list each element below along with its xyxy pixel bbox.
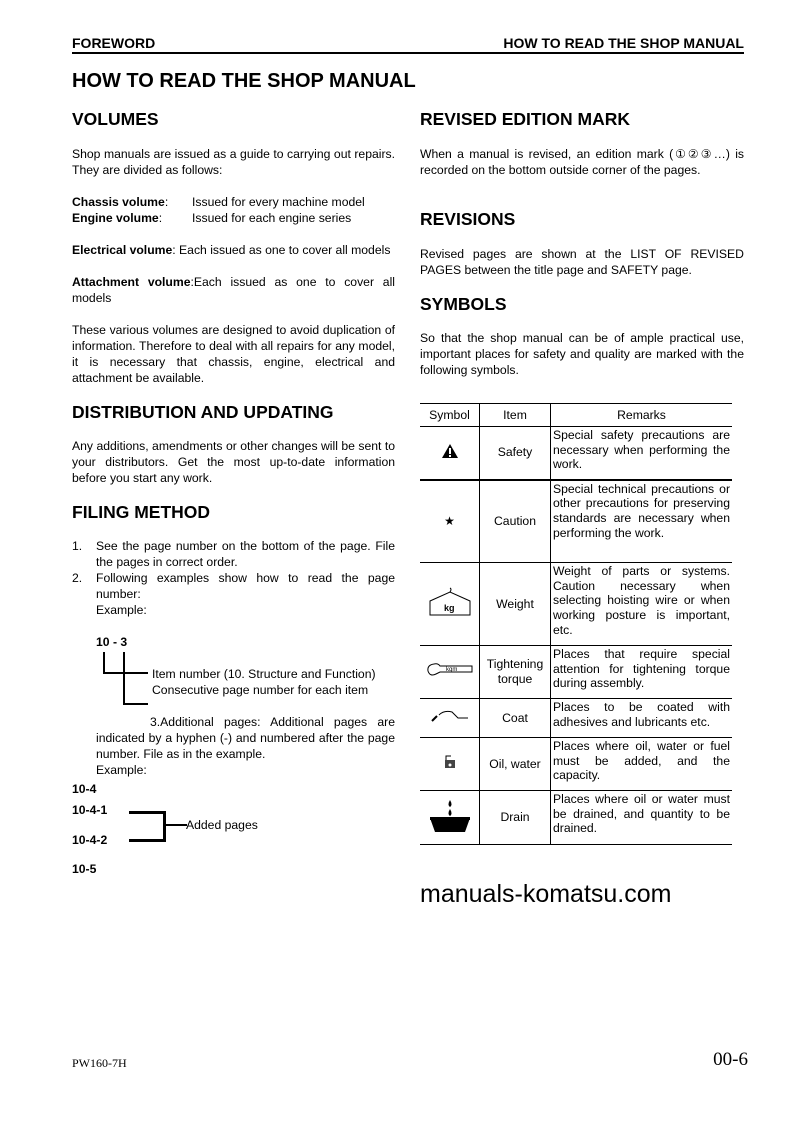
- star-icon: ★: [444, 513, 455, 528]
- volume-text: Each issued as one to cover all models: [72, 275, 395, 305]
- item-cell: Tightening torque: [480, 646, 551, 699]
- table-row: [420, 480, 732, 563]
- item-number-label: Item number (10. Structure and Function): [152, 667, 376, 681]
- sep: :: [158, 211, 163, 225]
- bracket-line: [163, 811, 166, 842]
- volumes-heading: VOLUMES: [72, 109, 159, 129]
- sep: :: [190, 275, 194, 289]
- revisions-text: Revised pages are shown at the LIST OF REVISED PAGES between the title page and SAFETY page.: [420, 247, 744, 277]
- example2-label: Example:: [96, 763, 147, 777]
- remarks-cell: Places where oil or water must be drained, and quantity to be drained.: [551, 791, 733, 845]
- sep: :: [164, 195, 169, 209]
- page-10-4-1: 10-4-1: [72, 803, 108, 817]
- item-cell: Coat: [480, 699, 551, 738]
- revised-text: When a manual is revised, an edition mark (①②③…) is recorded on the bottom outside corner of the pages.: [420, 147, 744, 177]
- revised-heading: REVISED EDITION MARK: [420, 109, 631, 129]
- bracket-line: [123, 652, 125, 705]
- table-row: [420, 699, 732, 738]
- table-row: [420, 563, 732, 646]
- bracket-line: [123, 703, 148, 705]
- step1-number: 1.: [72, 539, 83, 553]
- consecutive-label: Consecutive page number for each item: [152, 683, 369, 697]
- volume-label: Chassis volume: [72, 195, 165, 209]
- header-title: HOW TO READ THE SHOP MANUAL: [503, 35, 744, 51]
- table-row: [420, 791, 732, 845]
- item-cell: Drain: [480, 791, 551, 845]
- drain-icon: [427, 798, 473, 834]
- volume-chassis: [72, 194, 395, 210]
- bracket-line: [163, 824, 187, 826]
- item-cell: Weight: [480, 563, 551, 646]
- remarks-cell: Special technical precautions or other precautions for preserving standards are necessary when performing the work.: [551, 480, 733, 563]
- volumes-intro: Shop manuals are issued as a guide to carrying out repairs. They are divided as follows:: [72, 147, 395, 177]
- volume-text: Issued for every machine model: [192, 195, 365, 209]
- page-10-4-2: 10-4-2: [72, 833, 108, 847]
- col-item: Item: [480, 404, 551, 427]
- page-10-5: 10-5: [72, 862, 97, 876]
- table-row: [420, 427, 732, 480]
- table-header: [420, 404, 732, 427]
- page-title: HOW TO READ THE SHOP MANUAL: [72, 70, 416, 92]
- bracket-line: [129, 811, 165, 814]
- bracket-line: [129, 839, 165, 842]
- page-10-4: 10-4: [72, 782, 97, 796]
- volume-label: Engine volume: [72, 211, 159, 225]
- filing-heading: FILING METHOD: [72, 502, 211, 522]
- watermark: manuals-komatsu.com: [420, 880, 672, 908]
- volume-label: Attachment volume: [72, 275, 191, 289]
- volumes-outro: These various volumes are designed to avoid duplication of information. Therefore to deal with all repairs for any model, it is necessary that chassis, engine, electrical and attachment be available.: [72, 323, 395, 385]
- distribution-heading: DISTRIBUTION AND UPDATING: [72, 402, 334, 422]
- item-cell: Oil, water: [480, 738, 551, 791]
- coat-brush-icon: [430, 709, 470, 723]
- volume-engine: [72, 210, 395, 226]
- remarks-cell: Weight of parts or systems. Caution necessary when selecting hoisting wire or when working posture is important, etc.: [551, 563, 733, 646]
- wrench-kgm-icon: [426, 662, 474, 678]
- volume-attachment: [72, 274, 395, 306]
- table-row: [420, 646, 732, 699]
- remarks-cell: Places where oil, water or fuel must be added, and the capacity.: [551, 738, 733, 791]
- page-example: 10 - 3: [96, 635, 128, 649]
- remarks-cell: Places to be coated with adhesives and lubricants etc.: [551, 699, 733, 738]
- symbols-text: So that the shop manual can be of ample practical use, important places for safety and quality are marked with the following symbols.: [420, 331, 744, 377]
- oil-can-icon: [443, 755, 457, 769]
- col-remarks: Remarks: [551, 404, 733, 427]
- volume-label: Electrical volume: [72, 243, 173, 257]
- item-cell: Caution: [480, 480, 551, 563]
- volume-text: Issued for each engine series: [192, 211, 352, 225]
- remarks-cell: Special safety precautions are necessary when performing the work.: [551, 427, 733, 480]
- footer-model: PW160-7H: [72, 1056, 127, 1070]
- example-label: Example:: [96, 603, 147, 617]
- item-cell: Safety: [480, 427, 551, 480]
- step3-text: 3.Additional pages: Additional pages are indicated by a hyphen (-) and numbered after the page number. File as in the example.: [96, 715, 395, 761]
- col-symbol: Symbol: [420, 404, 480, 427]
- svg-text:kgm: kgm: [445, 667, 457, 674]
- step1-text: See the page number on the bottom of the page. File the pages in correct order.: [96, 539, 395, 569]
- sep: :: [172, 243, 176, 257]
- distribution-text: Any additions, amendments or other changes will be sent to your distributors. Get the most up-to-date information before you start any work.: [72, 439, 395, 485]
- header-section: FOREWORD: [72, 35, 156, 51]
- svg-text:kg: kg: [443, 603, 455, 614]
- volume-electrical: [72, 242, 395, 258]
- header-rule: [72, 52, 744, 54]
- symbols-heading: SYMBOLS: [420, 294, 507, 314]
- revisions-heading: REVISIONS: [420, 209, 516, 229]
- remarks-cell: Places that require special attention for tightening torque during assembly.: [551, 646, 733, 699]
- bracket-line: [103, 672, 148, 674]
- table-row: [420, 738, 732, 791]
- volume-text: Each issued as one to cover all models: [175, 243, 391, 257]
- added-pages-label: Added pages: [186, 818, 258, 832]
- step2-number: 2.: [72, 571, 83, 585]
- symbols-table: [420, 403, 732, 845]
- bracket-line: [103, 652, 105, 673]
- weight-kg-icon: [428, 587, 472, 617]
- warning-triangle-icon: [441, 443, 459, 459]
- footer-page-number: 00-6: [713, 1049, 748, 1070]
- step2-text: Following examples show how to read the page number:: [96, 571, 395, 601]
